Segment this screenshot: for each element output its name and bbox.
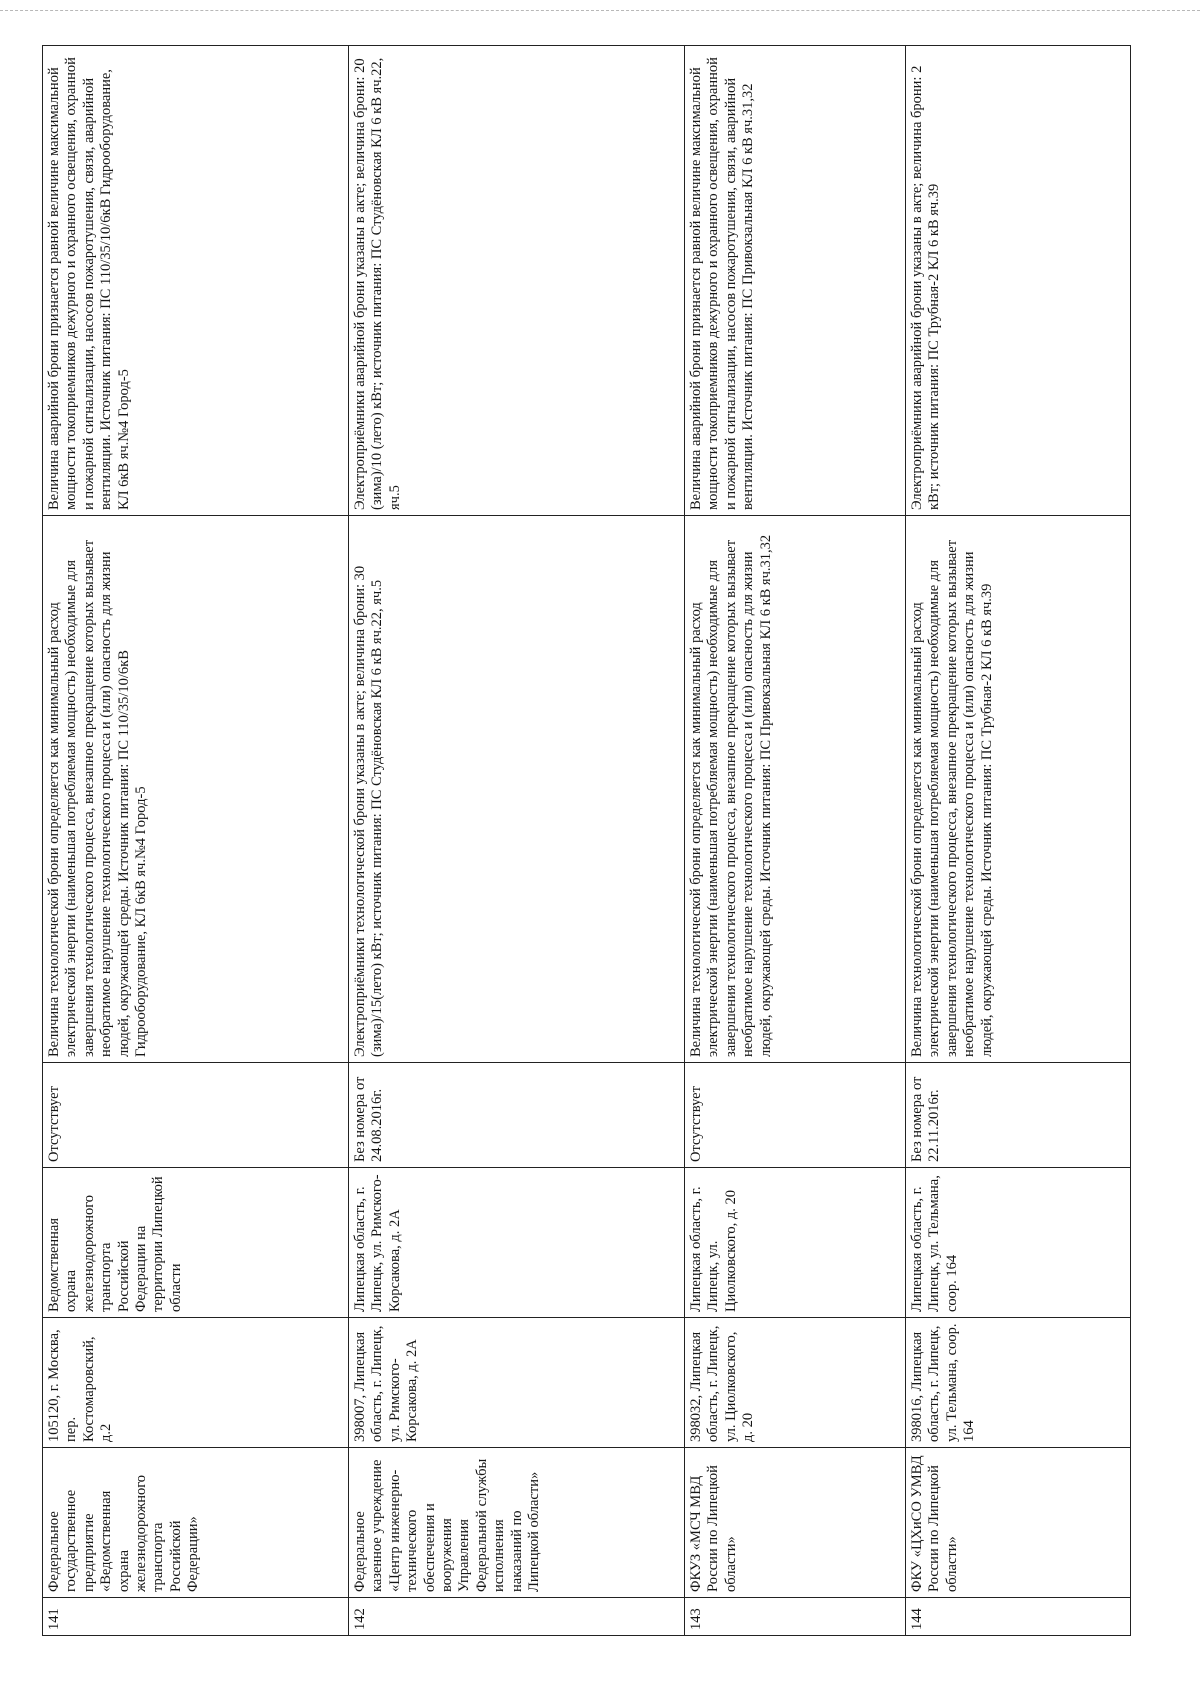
organization-cell: ФКУЗ «МСЧ МВД России по Липецкой области» (685, 1448, 906, 1598)
document-page (42, 46, 1130, 1636)
act-cell: Отсутствует (43, 1063, 349, 1168)
legal-address-cell: 398016, Липецкая область, г. Липецк, ул. Тельмана, соор. 164 (906, 1318, 1131, 1448)
row-number: 143 (685, 1598, 906, 1636)
row-number: 141 (43, 1598, 349, 1636)
tech-reserve-cell: Электроприёмники технологической брони указаны в акте; величина брони: 30 (зима)/15(лето) кВт; источник питания: ПС Студёновская КЛ 6 кВ яч.22, яч.5 (349, 516, 685, 1063)
table-row (43, 46, 349, 1636)
organization-cell: Федеральное казенное учреждение «Центр инженерно-технического обеспечения и вооружения Управления Федеральной службы исполнения наказаний по Липецкой области» (349, 1448, 685, 1598)
emergency-reserve-cell: Величина аварийной брони признается равной величине максимальной мощности токоприемников дежурного и охранного освещения, охранной и пожарной сигнализации, насосов пожаротушения, связи, аварийной вентиляции. Источник питания: ПС 110/35/10/6кВ Гидрооборудование, КЛ 6кВ яч.№4 Город-5 (43, 46, 349, 516)
tech-reserve-cell: Величина технологической брони определяется как минимальный расход электрической энергии (наименьшая потребляемая мощность) необходимые для завершения технологического процесса, внезапное прекращение которых вызывает необратимое нарушение технологического процесса и (или) опасность для жизни людей, окружающей среды. Источник питания: ПС Трубная-2 КЛ 6 кВ яч.39 (906, 516, 1131, 1063)
row-number: 142 (349, 1598, 685, 1636)
object-address-cell: Липецкая область, г. Липецк, ул. Циолковского, д. 20 (685, 1168, 906, 1318)
reserve-table (42, 45, 1131, 1636)
organization-cell: Федеральное государственное предприятие «Ведомственная охрана железнодорожного транспорта Российской Федерации» (43, 1448, 349, 1598)
table-row (685, 46, 906, 1636)
legal-address-cell: 398032, Липецкая область, г. Липецк, ул. Циолковского, д. 20 (685, 1318, 906, 1448)
object-address-cell: Липецкая область, г. Липецк, ул. Римского-Корсакова, д. 2А (349, 1168, 685, 1318)
tech-reserve-cell: Величина технологической брони определяется как минимальный расход электрической энергии (наименьшая потребляемая мощность) необходимые для завершения технологического процесса, внезапное прекращение которых вызывает необратимое нарушение технологического процесса и (или) опасность для жизни людей, окружающей среды. Источник питания: ПС 110/35/10/6кВ Гидрооборудование, КЛ 6кВ яч.№4 Город-5 (43, 516, 349, 1063)
act-cell: Отсутствует (685, 1063, 906, 1168)
organization-cell: ФКУ «ЦХиСО УМВД России по Липецкой области» (906, 1448, 1131, 1598)
emergency-reserve-cell: Электроприёмники аварийной брони указаны в акте; величина брони: 2 кВт; источник питания: ПС Трубная-2 КЛ 6 кВ яч.39 (906, 46, 1131, 516)
tech-reserve-cell: Величина технологической брони определяется как минимальный расход электрической энергии (наименьшая потребляемая мощность) необходимые для завершения технологического процесса, внезапное прекращение которых вызывает необратимое нарушение технологического процесса и (или) опасность для жизни людей, окружающей среды. Источник питания: ПС Привокзальная КЛ 6 кВ яч.31,32 (685, 516, 906, 1063)
table-row (906, 46, 1131, 1636)
act-cell: Без номера от 24.08.2016г. (349, 1063, 685, 1168)
row-number: 144 (906, 1598, 1131, 1636)
page-top-border (0, 10, 1200, 11)
object-address-cell: Ведомственная охрана железнодорожного транспорта Российской Федерации на территории Липецкой области (43, 1168, 349, 1318)
legal-address-cell: 105120, г. Москва, пер. Костомаровский, д.2 (43, 1318, 349, 1448)
rotated-table-wrapper (42, 46, 1130, 1636)
emergency-reserve-cell: Электроприёмники аварийной брони указаны в акте; величина брони: 20 (зима)/10 (лето) кВт; источник питания: ПС Студёновская КЛ 6 кВ яч.22, яч.5 (349, 46, 685, 516)
legal-address-cell: 398007, Липецкая область, г. Липецк, ул. Римского-Корсакова, д. 2А (349, 1318, 685, 1448)
emergency-reserve-cell: Величина аварийной брони признается равной величине максимальной мощности токоприемников дежурного и охранного освещения, охранной и пожарной сигнализации, насосов пожаротушения, связи, аварийной вентиляции. Источник питания: ПС Привокзальная КЛ 6 кВ яч.31,32 (685, 46, 906, 516)
act-cell: Без номера от 22.11.2016г. (906, 1063, 1131, 1168)
table-row (349, 46, 685, 1636)
object-address-cell: Липецкая область, г. Липецк, ул. Тельмана, соор. 164 (906, 1168, 1131, 1318)
